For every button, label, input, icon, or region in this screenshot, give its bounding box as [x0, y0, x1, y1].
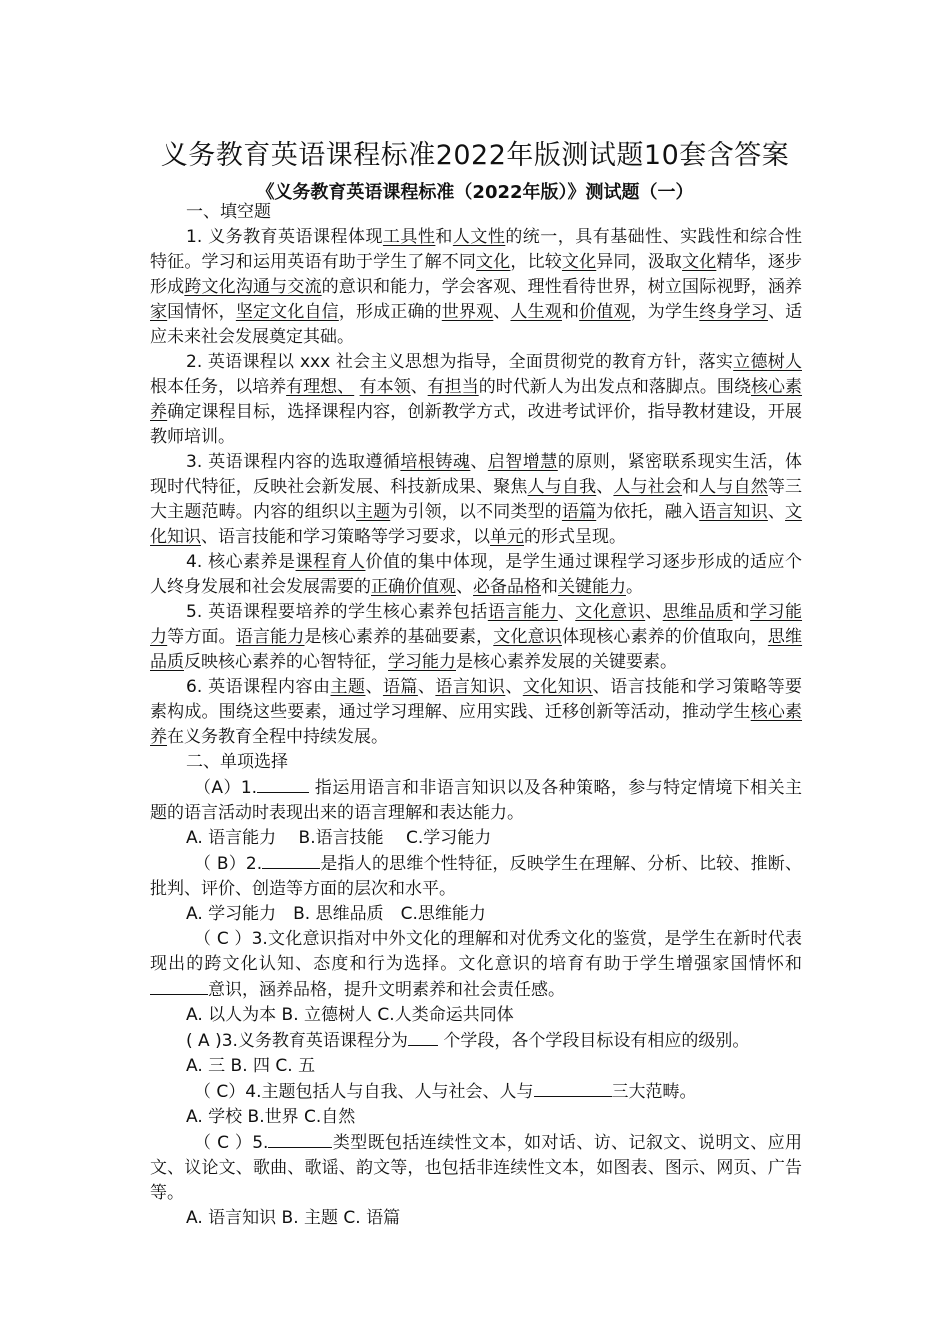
answer: 语篇	[561, 502, 597, 522]
answer: 必备品格	[473, 577, 541, 597]
answer: 关键能力	[558, 577, 626, 597]
answer: 启智增慧	[487, 452, 558, 472]
text: 1. 义务教育英语课程体现	[186, 227, 383, 247]
text: 意识，涵养品格，提升文明素养和社会责任感。	[208, 980, 565, 1000]
answer: 学习能力	[388, 652, 456, 672]
choice-question-4	[150, 1028, 802, 1054]
text: 、	[456, 577, 473, 597]
text: 的统一，具有基础性、实践性和综合性特征。学习和运用英语有助于学生了解不同	[150, 227, 803, 272]
answer: 文化	[476, 252, 511, 272]
choice-options-2: A. 学习能力 B. 思维品质 C.思维能力	[186, 904, 486, 924]
answer: 终身学习	[699, 302, 768, 322]
answer: 文化知识	[522, 677, 593, 697]
text: 根本任务，以培养	[150, 377, 287, 397]
question-2	[150, 350, 802, 450]
answer: 坚定文化自信	[235, 302, 339, 322]
text: 和	[732, 602, 751, 622]
answer: 核心素养	[150, 377, 802, 422]
answer: 主题	[330, 677, 366, 697]
choice-question-2	[150, 851, 802, 902]
text: 、	[596, 477, 614, 497]
text: 为引领，以不同类型的	[390, 502, 562, 522]
answer: 工具性	[382, 227, 436, 247]
answer: 培根铸魂	[400, 452, 471, 472]
text: 类型既包括连续性文本，如对话、访、记叙文、说明文、应用文、议论文、歌曲、歌谣、韵文等，也包括非连续性文本，如图表、图示、网页、广告等。	[150, 1133, 803, 1203]
text: 确定课程目标，选择课程内容，创新教学方式，改进考试评价，指导教材建设，开展教师培训。	[150, 402, 803, 447]
answer-blank	[262, 851, 320, 869]
text: 、适应未来社会发展奠定其础。	[150, 302, 803, 347]
text: 、	[365, 677, 383, 697]
text: 是指人的思维个性特征，反映学生在理解、分析、比较、推断、批判、评价、创造等方面的层次和水平。	[150, 854, 802, 899]
answer: 立德树人	[733, 352, 802, 372]
answer: 语言能力	[487, 602, 558, 622]
text: 个学段，各个学段目标设有相应的级别。	[437, 1031, 750, 1051]
document-title: 义务教育英语课程标准2022年版测试题10套含答案	[160, 140, 790, 171]
text: 在义务教育全程中持续发展。	[167, 727, 388, 747]
question-1	[150, 225, 802, 350]
answer: 人与社会	[613, 477, 683, 497]
text: 、语言技能和学习策略等学习要求，以	[201, 527, 490, 547]
section-heading-fill-blank: 一、填空题	[186, 202, 271, 222]
text: 精华，逐步形成	[150, 252, 803, 297]
answer: 课程育人	[295, 552, 366, 572]
choice-question-6	[150, 1130, 802, 1206]
text: 等三大主题范畴。内容的组织以	[150, 477, 803, 522]
text: （A）1.	[194, 778, 258, 798]
choice-options-5: A. 学校 B.世界 C.自然	[186, 1107, 356, 1127]
answer: 语言知识	[699, 502, 768, 522]
text: 的原则，紧密联系现实生活，体现时代特征，反映社会新发展、科技新成果、聚焦	[150, 452, 803, 497]
text: 的时代新人为出发点和落脚点。围绕	[478, 377, 751, 397]
text: 、语言技能和学习策略等要素构成。围绕这些要素，通过学习理解、应用实践、迁移创新等活动，推动学生	[150, 677, 803, 722]
answer: 文化	[682, 252, 717, 272]
answer: 人与自我	[527, 477, 597, 497]
answer-blank	[534, 1079, 612, 1097]
answer: 人与自然	[699, 477, 768, 497]
text: 异同，汲取	[596, 252, 683, 272]
text: 为依托，融入	[596, 502, 700, 522]
text: 、	[505, 677, 523, 697]
choice-options-4: A. 三 B. 四 C. 五	[186, 1056, 316, 1076]
answer: 人生观	[510, 302, 562, 322]
text: 国情怀，	[167, 302, 236, 322]
question-6	[150, 675, 802, 750]
answer: 语言能力	[235, 627, 305, 647]
text: 、	[493, 302, 511, 322]
text: 、	[557, 602, 576, 622]
choice-options-3: A. 以人为本 B. 立德树人 C.人类命运共同体	[186, 1005, 514, 1025]
answer: 价值观	[579, 302, 631, 322]
test-subtitle: 《义务教育英语课程标准（2022年版）》测试题（一）	[256, 182, 694, 203]
choice-question-3	[150, 927, 802, 1003]
choice-question-1	[150, 775, 802, 826]
text: 和	[435, 227, 453, 247]
choice-options-1: A. 语言能力 B.语言技能 C.学习能力	[186, 828, 492, 848]
answer: 跨文化沟通与交流	[184, 277, 322, 297]
text: 三大范畴。	[611, 1082, 697, 1102]
text: 和	[541, 577, 558, 597]
text: 4. 核心素养是	[186, 552, 296, 572]
text: 、	[417, 677, 436, 697]
answer: 家	[150, 302, 168, 322]
answer: 文化意识	[493, 627, 562, 647]
choice-options-6: A. 语言知识 B. 主题 C. 语篇	[186, 1208, 401, 1228]
answer: 核心素养	[150, 702, 803, 747]
text: 的形式呈现。	[524, 527, 626, 547]
answer: 思维品质	[662, 602, 733, 622]
text: 5. 英语课程要培养的学生核心素养包括	[186, 602, 488, 622]
answer-blank	[408, 1028, 438, 1046]
answer: 学习能力	[150, 602, 803, 647]
text: 6. 英语课程内容由	[186, 677, 331, 697]
answer: 文化	[561, 252, 597, 272]
text: 等方面。	[167, 627, 236, 647]
text: 、	[645, 602, 663, 622]
answer: 语言知识	[435, 677, 506, 697]
choice-question-5	[150, 1079, 802, 1105]
question-3	[150, 450, 802, 550]
section-heading-single-choice: 二、单项选择	[186, 752, 288, 772]
text: 和	[682, 477, 700, 497]
answer: 思维品质	[150, 627, 803, 672]
text: 价值的集中体现，是学生通过课程学习逐步形成的适应个人终身发展和社会发展需要的	[150, 552, 803, 597]
answer-blank	[268, 1130, 332, 1148]
text: 。	[626, 577, 643, 597]
question-5	[150, 600, 802, 675]
answer: 文化知识	[150, 502, 803, 547]
text: ，形成正确的	[338, 302, 442, 322]
text: 的意识和能力，学会客观、理性看待世界，树立国际视野，涵养	[321, 277, 803, 297]
text: 、	[410, 377, 428, 397]
text: （ C）4.主题包括人与自我、人与社会、人与	[194, 1082, 534, 1102]
answer: 有理想、	[286, 377, 355, 397]
text: （ B）2.	[194, 854, 263, 874]
text: ，比较	[510, 252, 562, 272]
text: 指运用语言和非语言知识以及各种策略，参与特定情境下相关主题的语言活动时表现出来的语言理解和表达能力。	[150, 778, 802, 823]
answer: 文化意识	[575, 602, 646, 622]
answer-blank	[150, 977, 208, 995]
document-body	[150, 200, 802, 1231]
answer: 世界观	[441, 302, 494, 322]
text: 、	[470, 452, 488, 472]
text: 反映核心素养的心智特征，	[184, 652, 388, 672]
answer-blank	[257, 775, 309, 793]
text: 3. 英语课程内容的选取遵循	[186, 452, 401, 472]
text: （ C ）3.文化意识指对中外文化的理解和对优秀文化的鉴赏，是学生在新时代表现出的跨文化认知、态度和行为选择。文化意识的培育有助于学生增强家国情怀和	[150, 929, 802, 974]
text: 2. 英语课程以 xxx 社会主义思想为指导，全面贯彻党的教育方针，落实	[186, 352, 734, 372]
text: 是核心素养发展的关键要素。	[456, 652, 677, 672]
text: 体现核心素养的价值取向，	[561, 627, 768, 647]
text: 和	[561, 302, 580, 322]
text: 、	[767, 502, 786, 522]
text: ( A )3.义务教育英语课程分为	[186, 1031, 408, 1051]
answer: 有担当	[427, 377, 479, 397]
text: ，为学生	[630, 302, 700, 322]
answer: 单元	[490, 527, 524, 547]
text: （ C ）5.	[194, 1133, 269, 1153]
answer: 语篇	[382, 677, 418, 697]
answer: 正确价值观	[371, 577, 456, 597]
answer: 人文性	[452, 227, 506, 247]
answer: 有本领	[359, 377, 411, 397]
question-4	[150, 550, 802, 600]
answer: 主题	[355, 502, 391, 522]
text: 是核心素养的基础要素，	[304, 627, 494, 647]
